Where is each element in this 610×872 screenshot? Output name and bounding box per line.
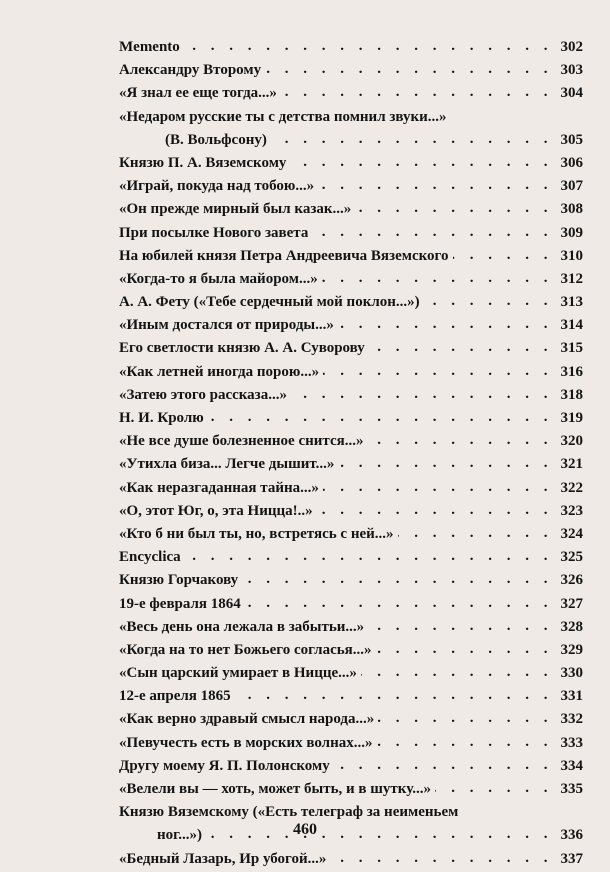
toc-entry-page: 337: [560, 850, 583, 867]
toc-entry-page: 336: [560, 827, 583, 844]
dot-leader: [338, 313, 553, 336]
toc-entry: [119, 361, 583, 384]
toc-entry: [119, 314, 583, 337]
dot-leader: [322, 267, 553, 290]
toc-entry-title: 19-е февраля 1864: [119, 595, 241, 612]
toc-entry: [119, 685, 583, 708]
toc-entry: [119, 523, 583, 546]
toc-entry-title: «Как верно здравый смысл народа...»: [119, 711, 375, 728]
dot-leader: [185, 545, 553, 568]
toc-entry-title: «Велели вы — хоть, может быть, и в шутку...»: [119, 781, 431, 797]
toc-entry-title: «Как неразгаданная тайна...»: [119, 479, 319, 496]
toc-entry-title: При посылке Нового завета: [119, 224, 309, 241]
toc-entry: [119, 36, 583, 59]
dot-leader: [424, 290, 553, 313]
toc-entry-title: «Он прежде мирный был казак...»: [119, 201, 352, 218]
dot-leader: [242, 568, 553, 591]
toc-entry-title: Н. И. Кролю: [119, 410, 204, 426]
toc-entry-title: Князю Горчакову: [119, 572, 239, 589]
toc-entry-title: «Играй, покуда над тобою...»: [119, 178, 315, 195]
toc-entry: [119, 477, 583, 500]
dot-leader: [435, 777, 553, 800]
dot-leader: [271, 128, 553, 151]
dot-leader: [184, 35, 553, 58]
toc-entry-title: Его светлости князю А. А. Суворову: [119, 340, 365, 357]
toc-entry: [119, 337, 583, 360]
toc-entry-title: «Когда-то я была майором...»: [119, 270, 318, 287]
toc-entry-title: «Затею этого рассказа...»: [119, 386, 287, 403]
dot-leader: [338, 452, 553, 475]
toc-entry-page: 324: [560, 525, 583, 542]
dot-leader: [291, 383, 553, 406]
toc-entry-page: 314: [560, 317, 583, 334]
toc-entry-title: Memento: [119, 39, 180, 55]
toc-entry: [119, 500, 583, 523]
toc-entry-page: 323: [560, 502, 583, 519]
toc-entry: [119, 569, 583, 592]
toc-entry-page: 306: [560, 154, 583, 171]
toc-entry-page: 334: [560, 757, 583, 774]
toc-entry: [119, 198, 583, 221]
toc-entry-page: 327: [560, 595, 583, 612]
toc-entry: [119, 546, 583, 569]
toc-entry: [119, 708, 583, 731]
toc-entry-page: 322: [560, 479, 583, 496]
dot-leader: [367, 429, 553, 452]
dot-leader: [361, 661, 553, 684]
toc-entry: [119, 593, 583, 616]
dot-leader: [398, 522, 553, 545]
toc-entry-page: 331: [560, 688, 583, 705]
dot-leader: [453, 244, 554, 267]
dot-leader: [235, 684, 553, 707]
dot-leader: [265, 58, 553, 81]
toc-entry: [119, 662, 583, 685]
toc-entry-page: 332: [560, 711, 583, 728]
toc-entry: [119, 222, 583, 245]
toc-entry-title: «Как летней иногда порою...»: [119, 363, 320, 380]
toc-entry: [119, 848, 583, 871]
toc-entry: [119, 82, 583, 105]
toc-entry-title: «Не все душе болезненное снится...»: [119, 433, 364, 450]
toc-entry-title: «Иным достался от природы...»: [119, 317, 334, 334]
toc-entry-page: 310: [560, 247, 583, 264]
dot-leader: [281, 81, 553, 104]
toc-entry: [119, 755, 583, 778]
toc-entry-page: 313: [560, 294, 583, 311]
toc-entry: [119, 430, 583, 453]
toc-entry: [119, 129, 583, 152]
toc-entry-page: 330: [560, 665, 583, 682]
dot-leader: [378, 707, 553, 730]
toc-entry: [119, 268, 583, 291]
toc-entry-page: 335: [560, 781, 583, 797]
toc-entry-title: Другу моему Я. П. Полонскому: [119, 757, 330, 774]
toc-entry: [119, 639, 583, 662]
toc-entry: [119, 778, 583, 801]
toc-entry: [119, 152, 583, 175]
toc-entry-page: 321: [560, 456, 583, 473]
toc-entry: [119, 106, 583, 129]
toc-entry-title: Александру Второму: [119, 62, 262, 79]
toc-entry-page: 307: [560, 178, 583, 195]
dot-leader: [330, 847, 553, 870]
toc-entry: [119, 453, 583, 476]
toc-entry-page: 312: [560, 270, 583, 287]
dot-leader: [334, 754, 553, 777]
dot-leader: [323, 476, 553, 499]
dot-leader: [376, 731, 553, 754]
toc-entry-title: 12-е апреля 1865: [119, 688, 231, 705]
toc-entry: [119, 175, 583, 198]
toc-entry-page: 320: [560, 433, 583, 450]
toc-entry-page: 333: [560, 734, 583, 751]
toc-entry-page: 318: [560, 386, 583, 403]
toc-entry-title: Князю Вяземскому («Есть телеграф за неименьем: [119, 804, 459, 821]
toc-entry-page: 305: [560, 131, 583, 148]
dot-leader: [318, 174, 553, 197]
dot-leader: [317, 499, 553, 522]
toc-entry-title: «О, этот Юг, о, эта Ницца!..»: [119, 502, 313, 519]
toc-entry-page: 304: [560, 85, 583, 102]
toc-entry-title: «Сын царский умирает в Ницце...»: [119, 665, 357, 682]
toc-entry-title: «Бедный Лазарь, Ир убогой...»: [119, 850, 327, 867]
toc-entry-title: «Когда на то нет Божьего согласья...»: [119, 641, 372, 658]
dot-leader: [245, 592, 553, 615]
toc-entry-title: Князю П. А. Вяземскому: [119, 154, 287, 171]
toc-entry-page: 303: [560, 62, 583, 79]
toc-entry-title: «Певучесть есть в морских волнах...»: [119, 734, 373, 751]
toc-entry-page: 319: [560, 410, 583, 426]
toc-entry: [119, 732, 583, 755]
toc-entry-page: 326: [560, 572, 583, 589]
page-number: 460: [293, 821, 317, 838]
toc-entry-page: 309: [560, 224, 583, 241]
toc-entry-title: (В. Вольфсону): [165, 131, 267, 148]
toc-entry-page: 302: [560, 39, 583, 55]
toc-entry-title: «Утихла биза... Легче дышит...»: [119, 456, 335, 473]
toc-entry-title: «Недаром русские ты с детства помнил звуки...»: [119, 108, 447, 125]
toc-entry-title: А. А. Фету («Тебе сердечный мой поклон...»): [119, 294, 420, 311]
toc-entry-title: На юбилей князя Петра Андреевича Вяземского: [119, 247, 449, 264]
dot-leader: [376, 638, 553, 661]
dot-leader: [323, 360, 553, 383]
toc-entry: [119, 291, 583, 314]
toc-entry-title: «Весь день она лежала в забытьи...»: [119, 618, 365, 635]
dot-leader: [312, 221, 553, 244]
dot-leader: [355, 197, 553, 220]
toc-entry: [119, 616, 583, 639]
toc-entry: [119, 245, 583, 268]
toc-entry: [119, 384, 583, 407]
toc-entry-title: ног...»): [157, 827, 203, 844]
toc-entry-page: 329: [560, 641, 583, 658]
dot-leader: [208, 406, 553, 429]
toc-entry: [119, 407, 583, 430]
dot-leader: [290, 151, 553, 174]
dot-leader: [369, 336, 553, 359]
toc-entry: [119, 59, 583, 82]
toc-entry-page: 316: [560, 363, 583, 380]
toc-entry-page: 328: [560, 618, 583, 635]
toc-entry-page: 325: [560, 549, 583, 566]
toc-entry-title: Encyclica: [119, 549, 181, 566]
dot-leader: [368, 615, 553, 638]
table-of-contents: [119, 36, 583, 871]
toc-entry-title: «Я знал ее еще тогда...»: [119, 85, 277, 102]
toc-entry-title: «Кто б ни был ты, но, встретясь с ней...»: [119, 525, 394, 542]
toc-entry-page: 315: [560, 340, 583, 357]
toc-entry-page: 308: [560, 201, 583, 218]
